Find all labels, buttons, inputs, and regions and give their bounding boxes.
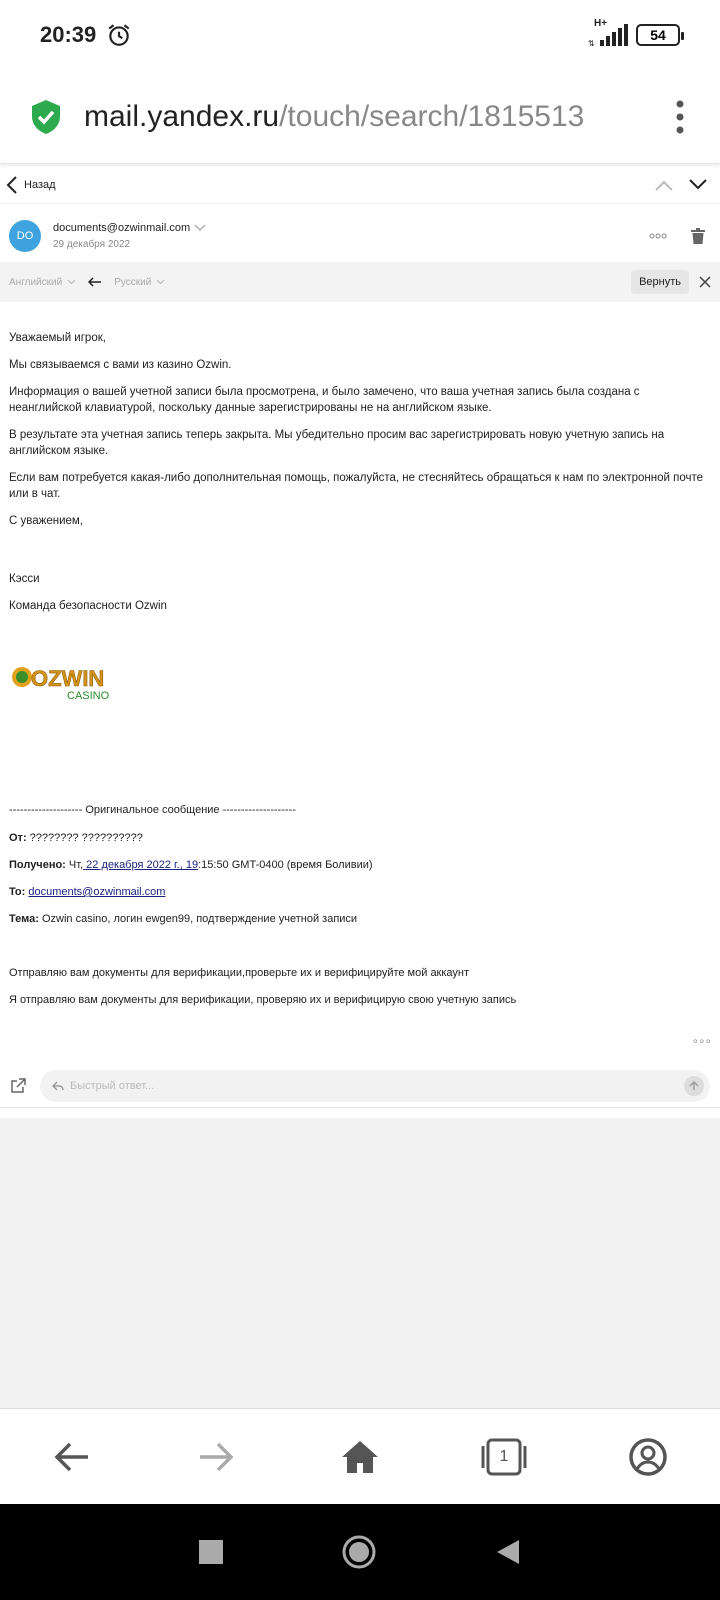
from-value: ???????? ?????????? [29, 832, 143, 844]
sender-email-text: documents@ozwinmail.com [53, 222, 191, 234]
back-triangle-icon[interactable] [495, 1538, 521, 1566]
browser-forward-button[interactable] [186, 1427, 246, 1487]
quick-reply-input[interactable] [40, 1070, 710, 1102]
received-prefix: Чт, [68, 859, 84, 871]
avatar[interactable]: DO [9, 220, 41, 252]
logo-sub-text: CASINO [67, 690, 110, 702]
body-signature-name: Кэсси [9, 573, 40, 585]
secure-shield-icon[interactable] [30, 99, 62, 135]
message-header [0, 210, 720, 262]
subject-value: Ozwin casino, логин ewgen99, подтверждение учетной записи [41, 913, 358, 925]
show-more-icon[interactable]: ∘∘∘ [691, 1034, 711, 1048]
ozwin-casino-logo [9, 662, 119, 702]
body-paragraph: Если вам потребуется какая-либо дополнительная помощь, пожалуйста, не стесняйтесь обращаться к нам по электронной почте или в чат. [9, 472, 703, 500]
chevron-down-icon [156, 279, 165, 285]
body-paragraph: В результате эта учетная запись теперь закрыта. Мы убедительно просим вас зарегистрировать новую учетную запись на английском языке. [9, 429, 665, 457]
status-time: 20:39 [40, 22, 97, 47]
empty-area [0, 1118, 720, 1408]
close-icon[interactable] [699, 276, 711, 288]
browser-url-bar [0, 70, 720, 164]
browser-bottom-bar [0, 1408, 720, 1504]
message-date: 29 декабря 2022 [53, 239, 131, 250]
profile-icon [628, 1437, 668, 1477]
system-nav-bar [0, 1504, 720, 1600]
source-language-select[interactable] [9, 277, 76, 288]
arrow-left-icon [88, 277, 102, 287]
original-line: Я отправляю вам документы для верификации, проверяю их и верифицирую свою учетную запись [9, 994, 517, 1006]
received-date-link[interactable]: 22 декабря 2022 г., 19 [83, 859, 199, 871]
arrow-up-icon [689, 1081, 699, 1091]
source-language: Английский [9, 276, 63, 288]
body-paragraph: Информация о вашей учетной записи была просмотрена, и было замечено, что ваша учетная запись была создана с неанглийской клавиатурой, поскольку данные зарегистрированы не на английском языке. [9, 386, 640, 414]
back-button[interactable] [6, 175, 56, 195]
account-button[interactable] [618, 1427, 678, 1487]
browser-back-button[interactable] [42, 1427, 102, 1487]
logo-brand-text: OZWIN [31, 666, 105, 691]
trash-icon[interactable] [691, 228, 705, 244]
body-greeting: Уважаемый игрок, [9, 332, 106, 344]
chevron-down-icon [67, 279, 76, 285]
browser-tabs-button[interactable] [474, 1427, 534, 1487]
chevron-left-icon [6, 175, 18, 195]
recent-apps-icon[interactable] [199, 1540, 223, 1564]
home-circle-icon[interactable] [341, 1534, 377, 1570]
translate-bar [0, 262, 720, 302]
message-nav-row [0, 166, 720, 204]
status-bar [0, 0, 720, 70]
browser-home-button[interactable] [330, 1427, 390, 1487]
body-paragraph: Мы связываемся с вами из казино Ozwin. [9, 359, 232, 371]
url-field[interactable] [84, 100, 624, 134]
reply-icon [52, 1081, 64, 1091]
tabs-count: 1 [499, 1447, 509, 1465]
original-separator: -------------------- Оригинальное сообщение -------------------- [9, 804, 296, 816]
back-label: Назад [24, 178, 56, 191]
target-language: Русский [114, 276, 152, 288]
home-icon [340, 1439, 380, 1475]
body-signature-team: Команда безопасности Ozwin [9, 600, 167, 612]
revert-translation-button[interactable]: Вернуть [631, 270, 689, 294]
url-domain: mail.yandex.ru [84, 99, 280, 133]
subject-label: Тема: [9, 913, 39, 925]
quick-reply-placeholder: Быстрый ответ... [70, 1079, 155, 1092]
to-label: To: [9, 886, 26, 898]
alarm-icon [106, 22, 132, 48]
chevron-down-icon [194, 224, 206, 232]
quick-reply-row [0, 1064, 720, 1108]
svg-text:⇅: ⇅ [588, 39, 595, 48]
sender-email[interactable] [53, 222, 206, 234]
battery-level: 54 [650, 27, 666, 43]
original-line: Отправляю вам документы для верификации,проверьте их и верифицируйте мой аккаунт [9, 967, 470, 979]
send-button[interactable] [684, 1076, 704, 1096]
next-message-icon[interactable] [688, 178, 708, 192]
target-language-select[interactable] [114, 277, 165, 288]
message-body [9, 330, 709, 625]
network-type: H+ [594, 18, 608, 29]
signal-icon [588, 22, 628, 48]
prev-message-icon[interactable] [654, 178, 674, 192]
more-horizontal-icon[interactable] [649, 233, 667, 239]
battery-indicator [636, 24, 680, 46]
received-label: Получено: [9, 859, 66, 871]
network-indicator [588, 18, 628, 48]
url-path: /touch/search/1815513 [279, 99, 585, 133]
arrow-left-icon [54, 1442, 90, 1472]
to-email-link[interactable]: documents@ozwinmail.com [28, 886, 166, 898]
more-vertical-icon[interactable] [670, 99, 690, 135]
body-closing: С уважением, [9, 515, 83, 527]
from-label: От: [9, 832, 27, 844]
open-external-icon[interactable] [10, 1078, 26, 1094]
received-suffix: :15:50 GMT-0400 (время Боливии) [198, 859, 373, 871]
arrow-right-icon [198, 1442, 234, 1472]
